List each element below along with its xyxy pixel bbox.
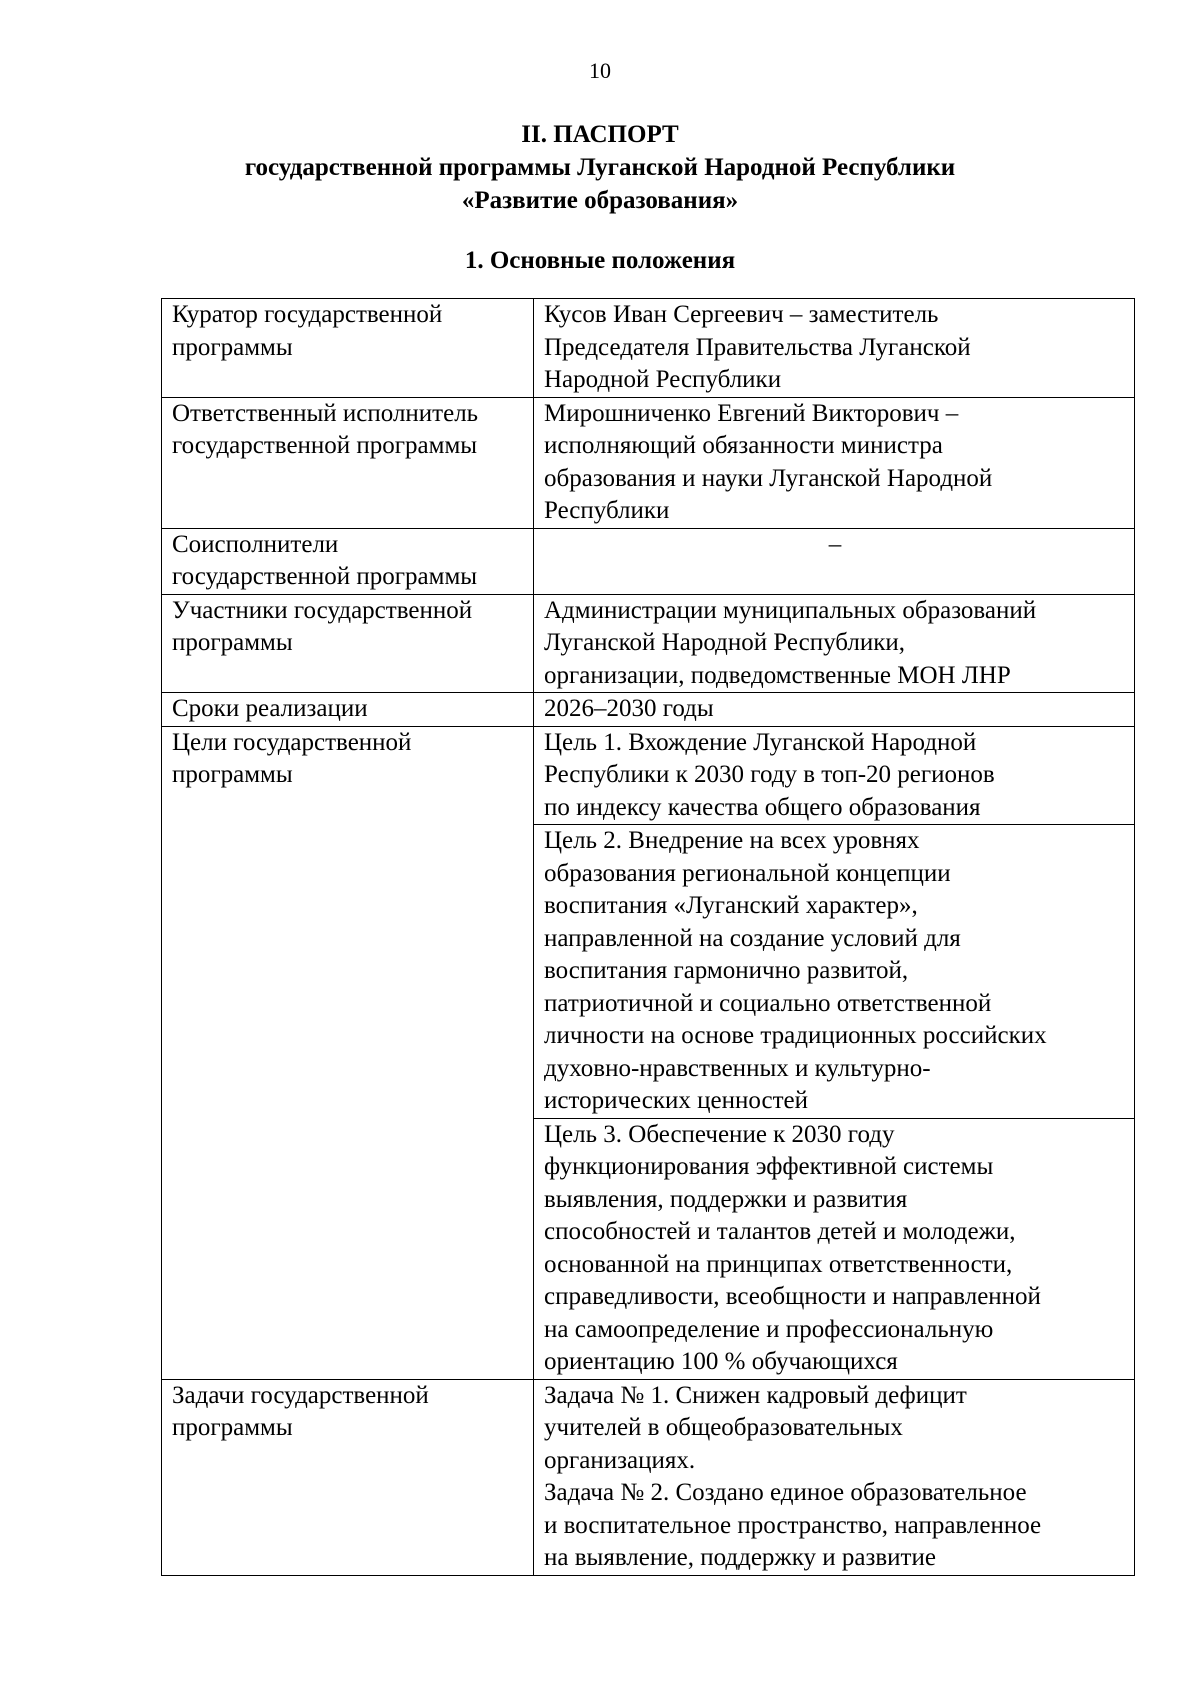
responsible-value: Мирошниченко Евгений Викторович – исполняющий обязанности министра образования и науки Луганской Народной Республики [534, 397, 1135, 528]
terms-label: Сроки реализации [162, 693, 534, 727]
responsible-label: Ответственный исполнитель государственной программы [162, 397, 534, 528]
title-line-3: «Развитие образования» [461, 187, 739, 214]
table-row-co-executors [162, 528, 1135, 594]
goals-label: Цели государственной программы [162, 726, 534, 1379]
goal-2-value: Цель 2. Внедрение на всех уровнях образования региональной концепции воспитания «Луганский характер», направленной на создание условий для воспитания гармонично развитой, патриотичной и социально ответственной личности на основе традиционных российских духовно-нравственных и культурно- исторических ценностей [534, 825, 1135, 1119]
page-number: 10 [589, 58, 611, 83]
goal-1-value: Цель 1. Вхождение Луганской Народной Республики к 2030 году в топ-20 регионов по индексу качества общего образования [534, 726, 1135, 825]
co-executors-label: Соисполнители государственной программы [162, 528, 534, 594]
tasks-value: Задача № 1. Снижен кадровый дефицит учителей в общеобразовательных организациях. Задача № 2. Создано единое образовательное и воспитательное пространство, направленное на выявление, поддержку и развитие [534, 1379, 1135, 1575]
document-title [0, 118, 1200, 217]
table-row-responsible [162, 397, 1135, 528]
section-heading: 1. Основные положения [464, 247, 736, 274]
passport-table [161, 298, 1135, 1576]
participants-label: Участники государственной программы [162, 594, 534, 693]
co-executors-value: – [534, 528, 1135, 594]
curator-label: Куратор государственной программы [162, 299, 534, 398]
title-line-2: государственной программы Луганской Народной Республики [244, 154, 956, 181]
title-line-1: II. ПАСПОРТ [521, 121, 679, 148]
table-row-terms [162, 693, 1135, 727]
terms-value: 2026–2030 годы [534, 693, 1135, 727]
table-row-curator [162, 299, 1135, 398]
goal-3-value: Цель 3. Обеспечение к 2030 году функционирования эффективной системы выявления, поддержки и развития способностей и талантов детей и молодежи, основанной на принципах ответственности, справедливости, всеобщности и направленной на самоопределение и профессиональную ориентацию 100 % обучающихся [534, 1118, 1135, 1379]
table-row-tasks [162, 1379, 1135, 1575]
tasks-label: Задачи государственной программы [162, 1379, 534, 1575]
participants-value: Администрации муниципальных образований Луганской Народной Республики, организации, подведомственные МОН ЛНР [534, 594, 1135, 693]
curator-value: Кусов Иван Сергеевич – заместитель Председателя Правительства Луганской Народной Республики [534, 299, 1135, 398]
table-row-participants [162, 594, 1135, 693]
table-row-goals [162, 726, 1135, 825]
